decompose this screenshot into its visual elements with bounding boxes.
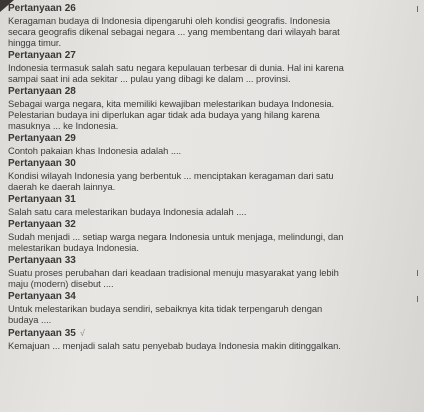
question-line: Pelestarian budaya ini diperlukan agar tidak ada budaya yang hilang karena (8, 109, 320, 120)
question-text (8, 303, 418, 325)
question-line: Keragaman budaya di Indonesia dipengaruhi oleh kondisi geografis. Indonesia (8, 15, 331, 26)
question-27 (8, 50, 418, 84)
question-line: Untuk melestarikan budaya sendiri, sebaiknya kita tidak terpengaruh dengan (8, 303, 323, 314)
question-line: budaya .... (8, 314, 52, 325)
question-32 (8, 219, 418, 253)
question-text (8, 170, 418, 192)
question-line: Kemajuan ... menjadi salah satu penyebab budaya Indonesia makin ditinggalkan. (8, 340, 341, 351)
question-line: Salah satu cara melestarikan budaya Indonesia adalah .... (8, 206, 247, 217)
question-line: Sudah menjadi ... setiap warga negara Indonesia untuk menjaga, melindungi, dan (8, 231, 344, 242)
question-text (8, 145, 418, 156)
question-title: Pertanyaan 32 (8, 219, 76, 230)
question-text (8, 62, 418, 84)
question-line: Indonesia termasuk salah satu negara kepulauan terbesar di dunia. Hal ini karena (8, 62, 344, 73)
question-line: Suatu proses perubahan dari keadaan tradisional menuju masyarakat yang lebih (8, 267, 339, 278)
question-line: daerah ke daerah lainnya. (8, 181, 116, 192)
question-list (8, 3, 418, 353)
question-line: maju (modern) disebut .... (8, 278, 114, 289)
question-35 (8, 327, 418, 351)
question-26 (8, 3, 418, 48)
question-29 (8, 133, 418, 156)
question-title: Pertanyaan 31 (8, 194, 76, 205)
question-34 (8, 291, 418, 325)
margin-mark (417, 6, 422, 12)
question-line: Contoh pakaian khas Indonesia adalah .... (8, 145, 182, 156)
question-title: Pertanyaan 35 (8, 328, 76, 339)
question-title: Pertanyaan 27 (8, 50, 76, 61)
question-text (8, 15, 418, 48)
question-line: masuknya ... ke Indonesia. (8, 120, 119, 131)
question-title: Pertanyaan 26 (8, 3, 76, 14)
margin-mark (417, 270, 422, 276)
question-line: Sebagai warga negara, kita memiliki kewajiban melestarikan budaya Indonesia. (8, 98, 335, 109)
question-line: secara geografis dikenal sebagai negara ... yang membentang dari wilayah barat (8, 26, 340, 37)
question-title-row (8, 327, 418, 340)
checkmark-icon: √ (79, 328, 85, 338)
question-text (8, 267, 418, 289)
question-31 (8, 194, 418, 217)
question-title: Pertanyaan 28 (8, 86, 76, 97)
question-line: Kondisi wilayah Indonesia yang berbentuk ... menciptakan keragaman dari satu (8, 170, 334, 181)
question-text (8, 206, 418, 217)
question-title: Pertanyaan 34 (8, 291, 76, 302)
question-title: Pertanyaan 30 (8, 158, 76, 169)
question-title: Pertanyaan 33 (8, 255, 76, 266)
question-30 (8, 158, 418, 192)
question-text (8, 98, 418, 131)
question-text (8, 340, 418, 351)
question-line: sampai saat ini ada sekitar ... pulau yang dibagi ke dalam ... provinsi. (8, 73, 291, 84)
question-28 (8, 86, 418, 131)
margin-mark (417, 296, 422, 302)
question-line: melestarikan budaya Indonesia. (8, 242, 139, 253)
question-text (8, 231, 418, 253)
question-33 (8, 255, 418, 289)
question-line: hingga timur. (8, 37, 62, 48)
question-title: Pertanyaan 29 (8, 133, 76, 144)
